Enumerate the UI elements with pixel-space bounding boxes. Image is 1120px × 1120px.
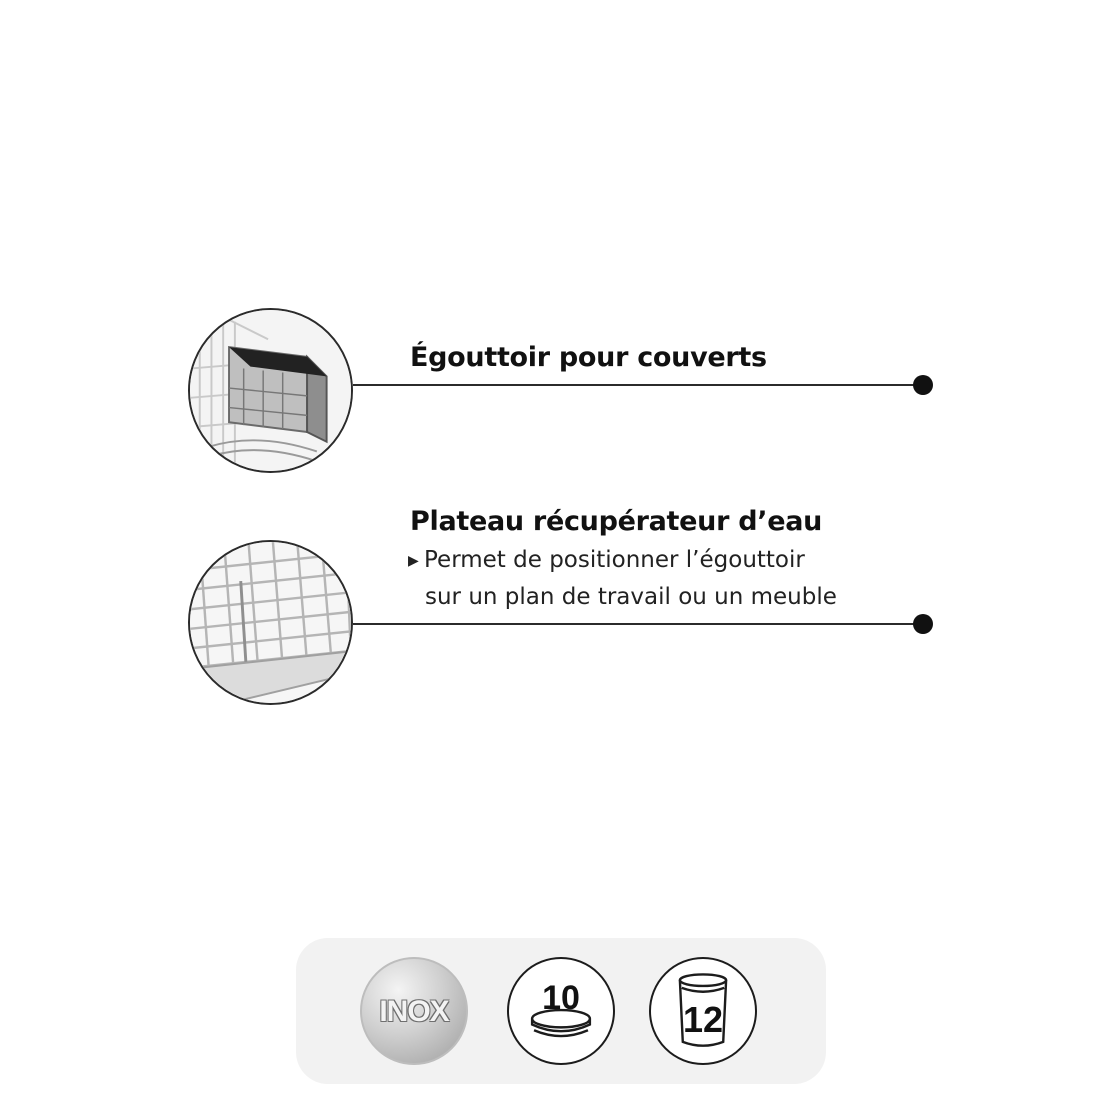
connector-dot [913,375,933,395]
glasses-count: 12 [682,999,724,1040]
badge-panel [296,938,826,1084]
triangle-right-icon: ▶ [408,553,419,569]
cutlery-holder-photo [188,308,353,473]
description-line: sur un plan de travail ou un meuble [425,584,837,610]
description-line: ▶ Permet de positionner l’égouttoir [408,542,837,579]
feature-title: Plateau récupérateur d’eau [410,506,823,537]
inox-label: INOX [379,995,449,1028]
connector-line [353,384,923,386]
feature-cutlery-holder [0,300,1120,480]
drip-tray-photo [188,540,353,705]
glasses-badge [649,957,757,1065]
feature-description [408,542,837,615]
inox-badge [360,957,468,1065]
plates-count: 10 [542,979,580,1017]
connector-dot [913,614,933,634]
connector-line [353,623,923,625]
feature-drip-tray [0,506,1120,720]
feature-title: Égouttoir pour couverts [410,342,767,373]
plates-badge [507,957,615,1065]
